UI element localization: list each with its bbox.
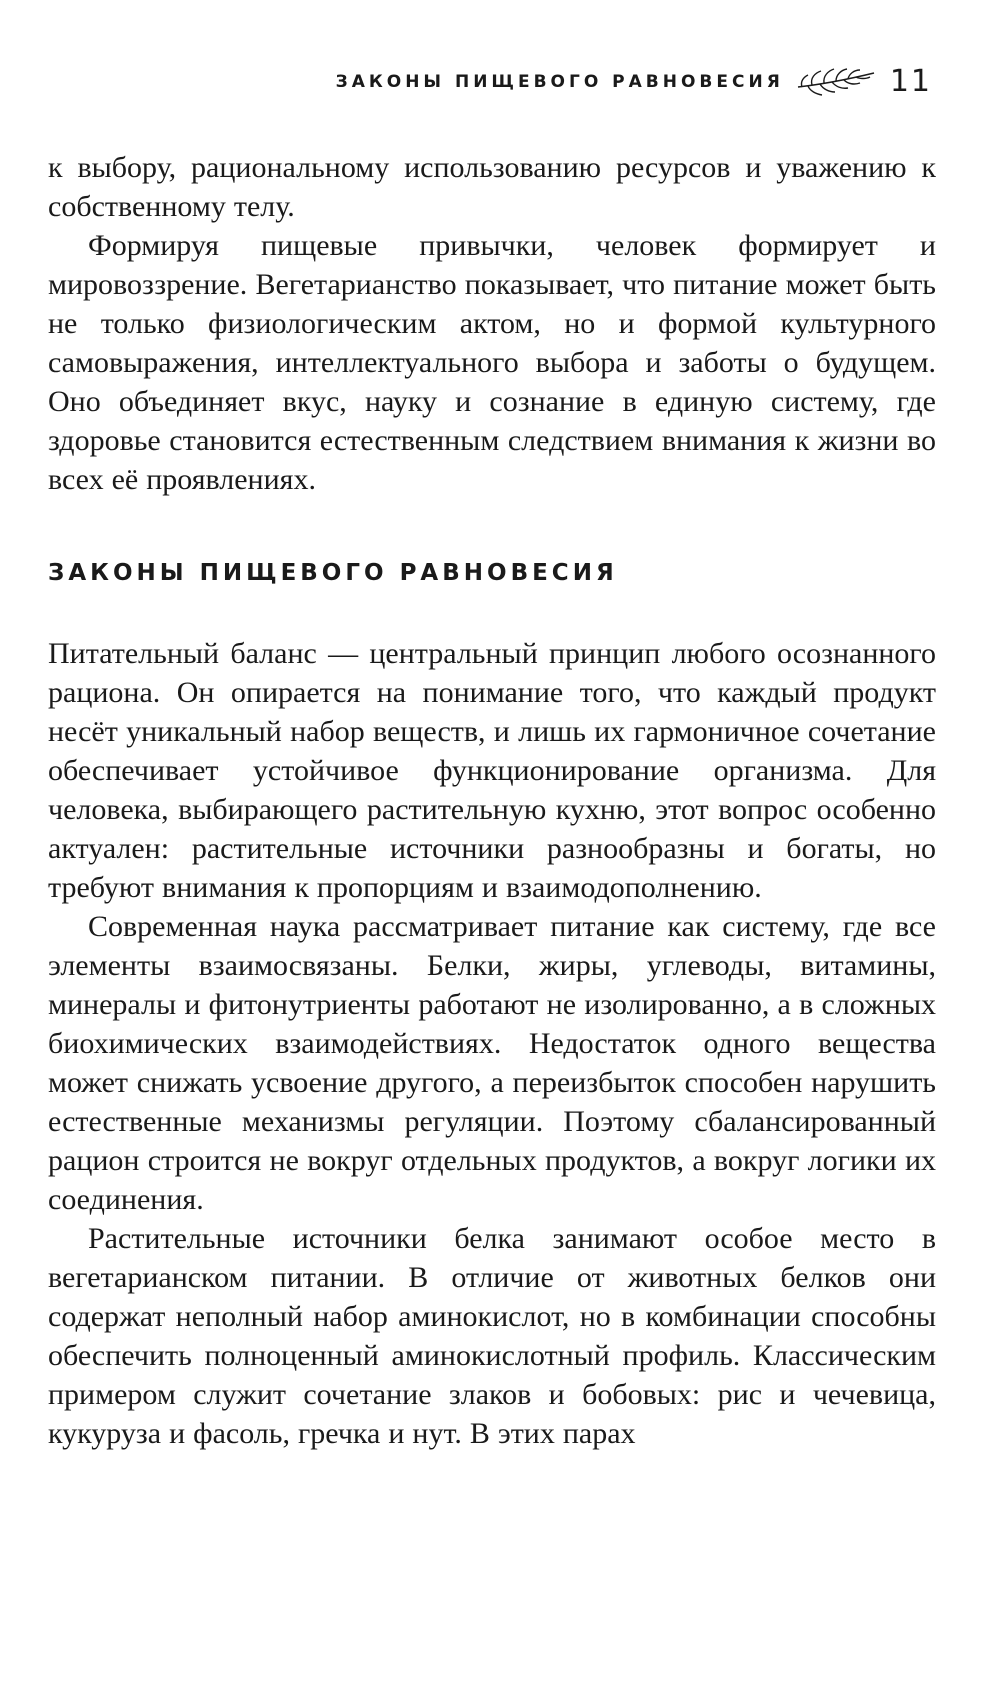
body-paragraph: Современная наука рассматривает питание как систему, где все элементы взаимосвязаны. Белки, жиры, углеводы, витамины, минералы и фитонутриенты работают не изолированно, а в сложных биохимических взаимодействиях. Недостаток одного вещества может снижать усвоение другого, а переизбыток способен нарушить естественные механизмы регуляции. Поэтому сбалансированный рацион строится не вокруг отдельных продуктов, а вокруг логики их соединения. [48, 910, 936, 1216]
intro-text [48, 148, 936, 499]
leafy-branch-ornament-icon [796, 65, 878, 99]
page-number: 11 [889, 64, 932, 99]
section-heading: ЗАКОНЫ ПИЩЕВОГО РАВНОВЕСИЯ [48, 560, 618, 586]
running-head [336, 64, 932, 99]
body-paragraph: Растительные источники белка занимают особое место в вегетарианском питании. В отличие от животных белков они содержат неполный набор аминокислот, но в комбинации способны обеспечить полноценный аминокислотный профиль. Классическим примером служит сочетание злаков и бобовых: рис и чечевица, кукуруза и фасоль, гречка и нут. В этих парах [48, 1222, 936, 1450]
intro-paragraph: Формируя пищевые привычки, человек формирует и мировоззрение. Вегетарианство показывает, что питание может быть не только физиологическим актом, но и формой культурного самовыражения, интеллектуального выбора и заботы о будущем. Оно объединяет вкус, науку и сознание в единую систему, где здоровье становится естественным следствием внимания к жизни во всех её проявлениях. [48, 229, 936, 496]
body-paragraph: Питательный баланс — центральный принцип любого осознанного рациона. Он опирается на понимание того, что каждый продукт несёт уникальный набор веществ, и лишь их гармоничное сочетание обеспечивает устойчивое функционирование организма. Для человека, выбирающего растительную кухню, этот вопрос особенно актуален: растительные источники разнообразны и богаты, но требуют внимания к пропорциям и взаимодополнению. [48, 637, 936, 904]
running-title: ЗАКОНЫ ПИЩЕВОГО РАВНОВЕСИЯ [335, 71, 784, 92]
section-body [48, 634, 936, 1453]
intro-paragraph: к выбору, рациональному использованию ресурсов и уважению к собственному телу. [48, 151, 936, 223]
